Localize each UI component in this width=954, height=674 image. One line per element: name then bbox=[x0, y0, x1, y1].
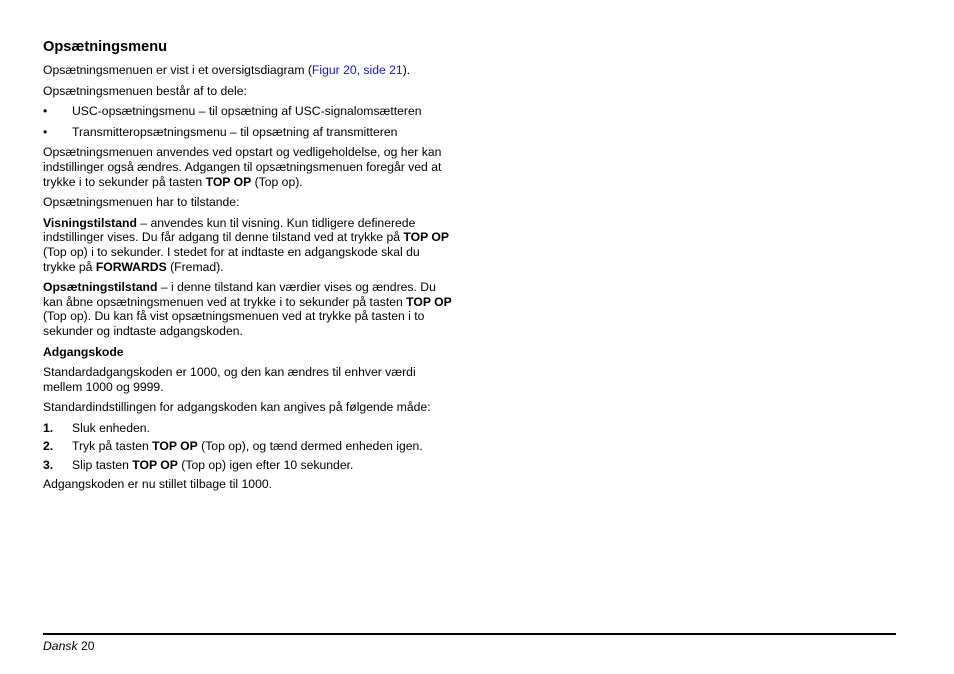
footer-language: Dansk bbox=[43, 639, 78, 653]
list-item bbox=[43, 458, 453, 473]
list-item-text: USC-opsætningsmenu – til opsætning af USC-signalomsætteren bbox=[72, 104, 422, 119]
setup-state-text: (Top op). Du kan få vist opsætningsmenuen ved at trykke på tasten i to sekunder og indtaste adgangskoden. bbox=[43, 309, 425, 338]
document-body bbox=[43, 38, 453, 497]
bullet-icon: • bbox=[43, 124, 48, 139]
setup-state-paragraph bbox=[43, 280, 453, 338]
step-number: 3. bbox=[43, 458, 54, 473]
usage-text: Opsætningsmenuen anvendes ved opstart og vedligeholdelse, og her kan indstillinger også ændres. Adgangen til opsætningsmenuen foregår ved at trykke i to sekunder på tasten bbox=[43, 145, 442, 189]
key-name: TOP OP bbox=[406, 294, 452, 309]
step-text: Slip tasten bbox=[72, 458, 133, 473]
usage-paragraph bbox=[43, 145, 453, 189]
step-text: (Top op), og tænd dermed enheden igen. bbox=[197, 439, 423, 454]
section-title: Opsætningsmenu bbox=[43, 39, 168, 55]
step-text: (Top op) igen efter 10 sekunder. bbox=[177, 458, 354, 473]
reset-steps-list bbox=[43, 421, 453, 473]
intro-paragraph bbox=[43, 63, 453, 78]
closing-paragraph: Adgangskoden er nu stillet tilbage til 1000. bbox=[43, 476, 273, 491]
step-text: Tryk på tasten bbox=[72, 439, 153, 454]
passcode-default-paragraph: Standardadgangskoden er 1000, og den kan ændres til enhver værdi mellem 1000 og 9999. bbox=[43, 365, 416, 394]
view-state-term: Visningstilstand bbox=[43, 215, 137, 230]
parts-intro: Opsætningsmenuen består af to dele: bbox=[43, 83, 247, 98]
passcode-heading: Adgangskode bbox=[43, 344, 124, 359]
setup-state-term: Opsætningstilstand bbox=[43, 280, 158, 295]
usage-text-end: (Top op). bbox=[251, 174, 303, 189]
view-state-text: (Top op) i to sekunder. I stedet for at indtaste en adgangskode skal du trykke på bbox=[43, 244, 420, 274]
view-state-text: – anvendes kun til visning. Kun tidligere definerede indstillinger vises. Du får adgang til denne tilstand ved at trykke på bbox=[43, 215, 416, 245]
key-name: TOP OP bbox=[403, 230, 450, 245]
intro-text: Opsætningsmenuen er vist i et oversigtsdiagram ( bbox=[43, 63, 312, 77]
page-footer bbox=[43, 639, 95, 653]
list-item bbox=[43, 125, 453, 140]
list-item bbox=[43, 421, 453, 436]
step-text: Sluk enheden. bbox=[72, 420, 150, 435]
bullet-icon: • bbox=[43, 104, 48, 119]
intro-text-end: ). bbox=[402, 63, 411, 77]
parts-list bbox=[43, 104, 453, 139]
list-item-text: Transmitteropsætningsmenu – til opsætning af transmitteren bbox=[72, 124, 398, 139]
page-number: 20 bbox=[80, 639, 95, 653]
list-item bbox=[43, 439, 453, 454]
figure-reference-link[interactable]: Figur 20, side 21 bbox=[311, 63, 403, 77]
key-name: TOP OP bbox=[132, 458, 178, 473]
list-item bbox=[43, 104, 453, 119]
footer-divider bbox=[43, 633, 896, 635]
view-state-paragraph bbox=[43, 216, 453, 274]
setup-state-text: – i denne tilstand kan værdier vises og ændres. Du kan åbne opsætningsmenuen ved at trykke i to sekunder på tasten bbox=[43, 280, 436, 309]
key-name: TOP OP bbox=[205, 174, 252, 189]
view-state-text: (Fremad). bbox=[166, 259, 224, 274]
key-name: TOP OP bbox=[152, 439, 198, 454]
key-name: FORWARDS bbox=[95, 259, 167, 274]
step-number: 2. bbox=[43, 439, 54, 454]
step-number: 1. bbox=[43, 420, 54, 435]
passcode-reset-intro: Standardindstillingen for adgangskoden kan angives på følgende måde: bbox=[43, 400, 431, 415]
states-intro: Opsætningsmenuen har to tilstande: bbox=[43, 195, 240, 210]
